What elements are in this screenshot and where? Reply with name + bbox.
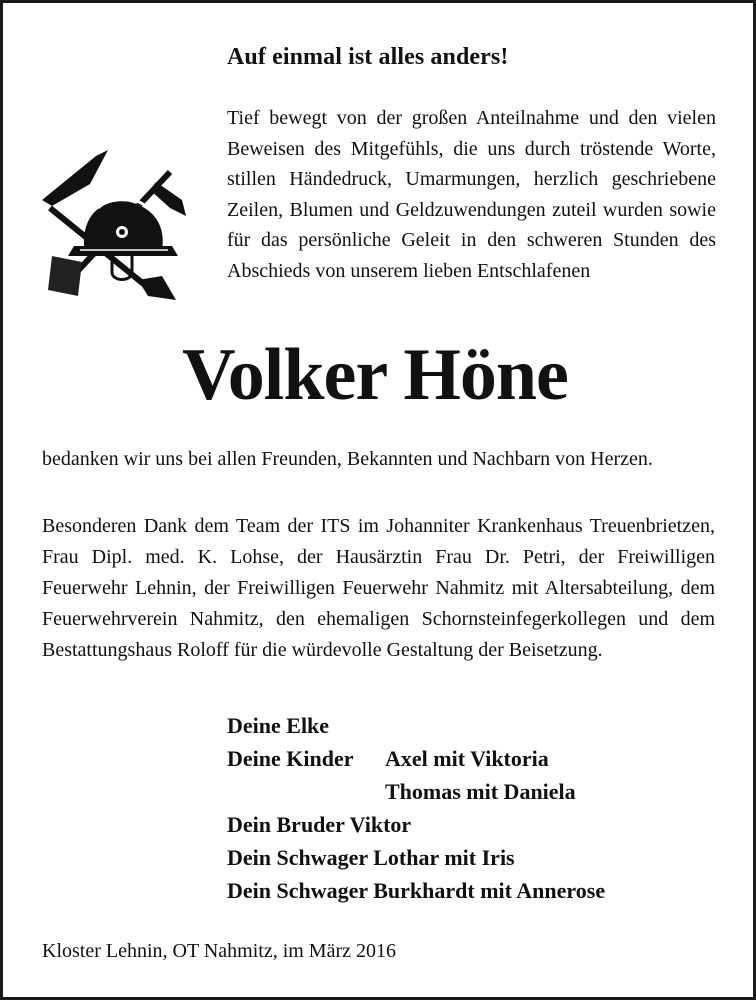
signer-line: Axel mit Viktoria xyxy=(385,746,549,771)
intro-text: Tief bewegt von der großen Anteilnahme und den vielen Beweisen des Mitgefühls, die uns durch tröstende Worte, stillen Händedruck, Umarmungen, herzlich geschriebene Zeilen, Blumen und Geldzuwendungen zuteil wurden sowie für das persönliche Geleit in den schweren Stunden des Abschieds von unserem lieben Entschlafenen xyxy=(227,107,716,282)
signer-line: Deine Elke xyxy=(227,713,330,738)
signer-line: Dein Bruder Viktor xyxy=(227,812,412,837)
signer-line: Thomas mit Daniela xyxy=(385,779,576,804)
thanks-paragraph-1: bedanken wir uns bei allen Freunden, Bekannten und Nachbarn von Herzen. xyxy=(42,448,653,470)
signer-line: Dein Schwager Lothar mit Iris xyxy=(227,845,515,870)
thanks-paragraph-2: Besonderen Dank dem Team der ITS im Johanniter Krankenhaus Treuenbrietzen, Frau Dipl. med. K. Lohse, der Hausärztin Frau Dr. Petri, der Freiwilligen Feuerwehr Lehnin, der Freiwilligen Feuerwehr Nahmitz mit Altersabteilung, dem Feuerwehrverein Nahmitz, den ehemaligen Schornsteinfegerkollegen und dem Bestattungshaus Roloff für die würdevolle Gestaltung der Beisetzung. xyxy=(42,515,715,661)
signer-line: Dein Schwager Burkhardt mit Annerose xyxy=(227,878,606,903)
headline: Auf einmal ist alles anders! xyxy=(227,44,509,70)
place-date: Kloster Lehnin, OT Nahmitz, im März 2016 xyxy=(42,940,397,962)
signer-line: Deine Kinder xyxy=(227,746,354,771)
firefighter-helmet-crossed-axes-icon xyxy=(38,150,188,300)
deceased-name: Volker Höne xyxy=(182,334,568,416)
